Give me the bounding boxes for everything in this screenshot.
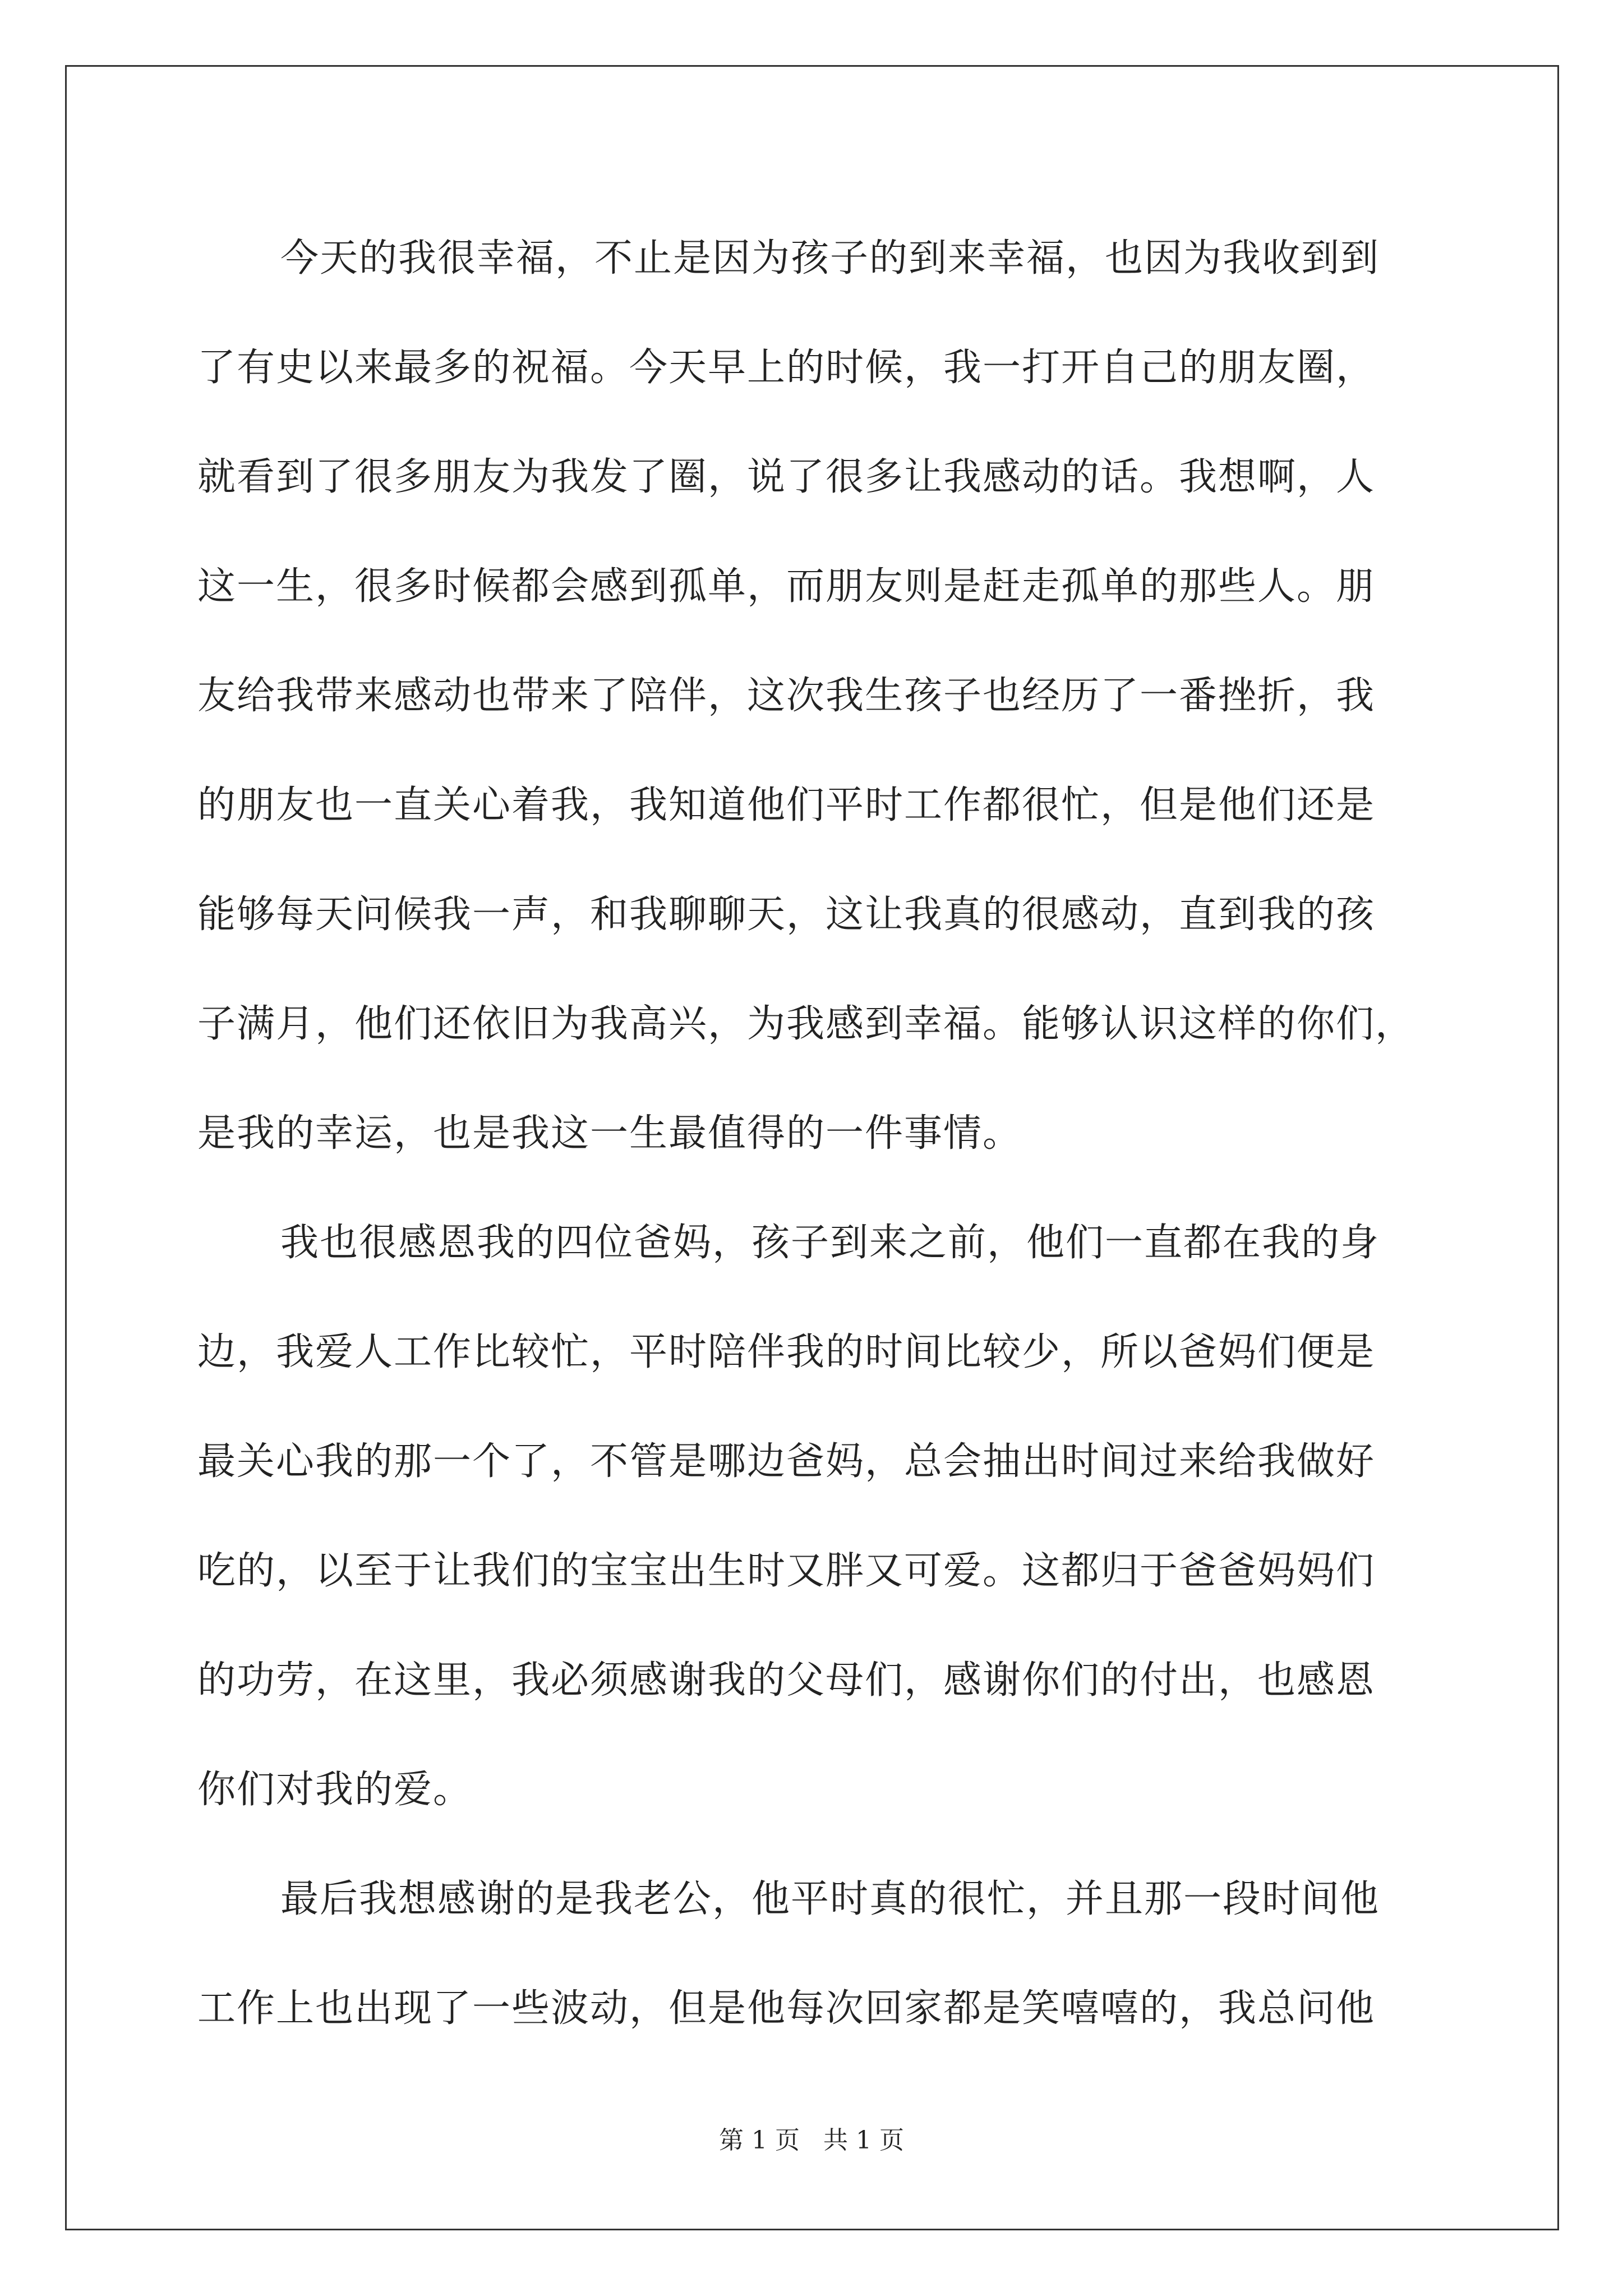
text-line: 最后我想感谢的是我老公，他平时真的很忙，并且那一段时间他 <box>280 1877 1380 1921</box>
paragraph-3 <box>197 1868 1431 2087</box>
paragraph-1 <box>197 227 1431 1212</box>
text-line: 这一生，很多时候都会感到孤单，而朋友则是赶走孤单的那些人。朋 <box>197 564 1376 609</box>
text-line: 边，我爱人工作比较忙，平时陪伴我的时间比较少，所以爸妈们便是 <box>197 1330 1376 1374</box>
text-line: 今天的我很幸福，不止是因为孩子的到来幸福，也因为我收到到 <box>280 236 1380 280</box>
page-footer <box>0 2120 1623 2156</box>
paragraph-2 <box>197 1212 1431 1868</box>
text-line: 了有史以来最多的祝福。今天早上的时候，我一打开自己的朋友圈， <box>197 346 1376 390</box>
text-line: 的功劳，在这里，我必须感谢我的父母们，感谢你们的付出，也感恩 <box>197 1658 1376 1703</box>
text-line: 工作上也出现了一些波动，但是他每次回家都是笑嘻嘻的，我总问他 <box>197 1986 1376 2031</box>
text-line: 是我的幸运，也是我这一生最值得的一件事情。 <box>197 1111 1022 1156</box>
text-line: 你们对我的爱。 <box>197 1768 473 1812</box>
text-line: 我也很感恩我的四位爸妈，孩子到来之前，他们一直都在我的身 <box>280 1221 1380 1265</box>
text-line: 最关心我的那一个了，不管是哪边爸妈，总会抽出时间过来给我做好 <box>197 1439 1376 1484</box>
text-line: 的朋友也一直关心着我，我知道他们平时工作都很忙，但是他们还是 <box>197 783 1376 827</box>
text-line: 吃的，以至于让我们的宝宝出生时又胖又可爱。这都归于爸爸妈妈们 <box>197 1549 1376 1593</box>
text-line: 就看到了很多朋友为我发了圈，说了很多让我感动的话。我想啊，人 <box>197 455 1376 499</box>
page-number: 第 1 页 共 1 页 <box>719 2126 904 2155</box>
document-body <box>197 227 1431 2087</box>
text-line: 能够每天问候我一声，和我聊聊天，这让我真的很感动，直到我的孩 <box>197 892 1376 937</box>
text-line: 友给我带来感动也带来了陪伴，这次我生孩子也经历了一番挫折，我 <box>197 674 1376 718</box>
text-line: 子满月，他们还依旧为我高兴，为我感到幸福。能够认识这样的你们， <box>197 1002 1415 1046</box>
